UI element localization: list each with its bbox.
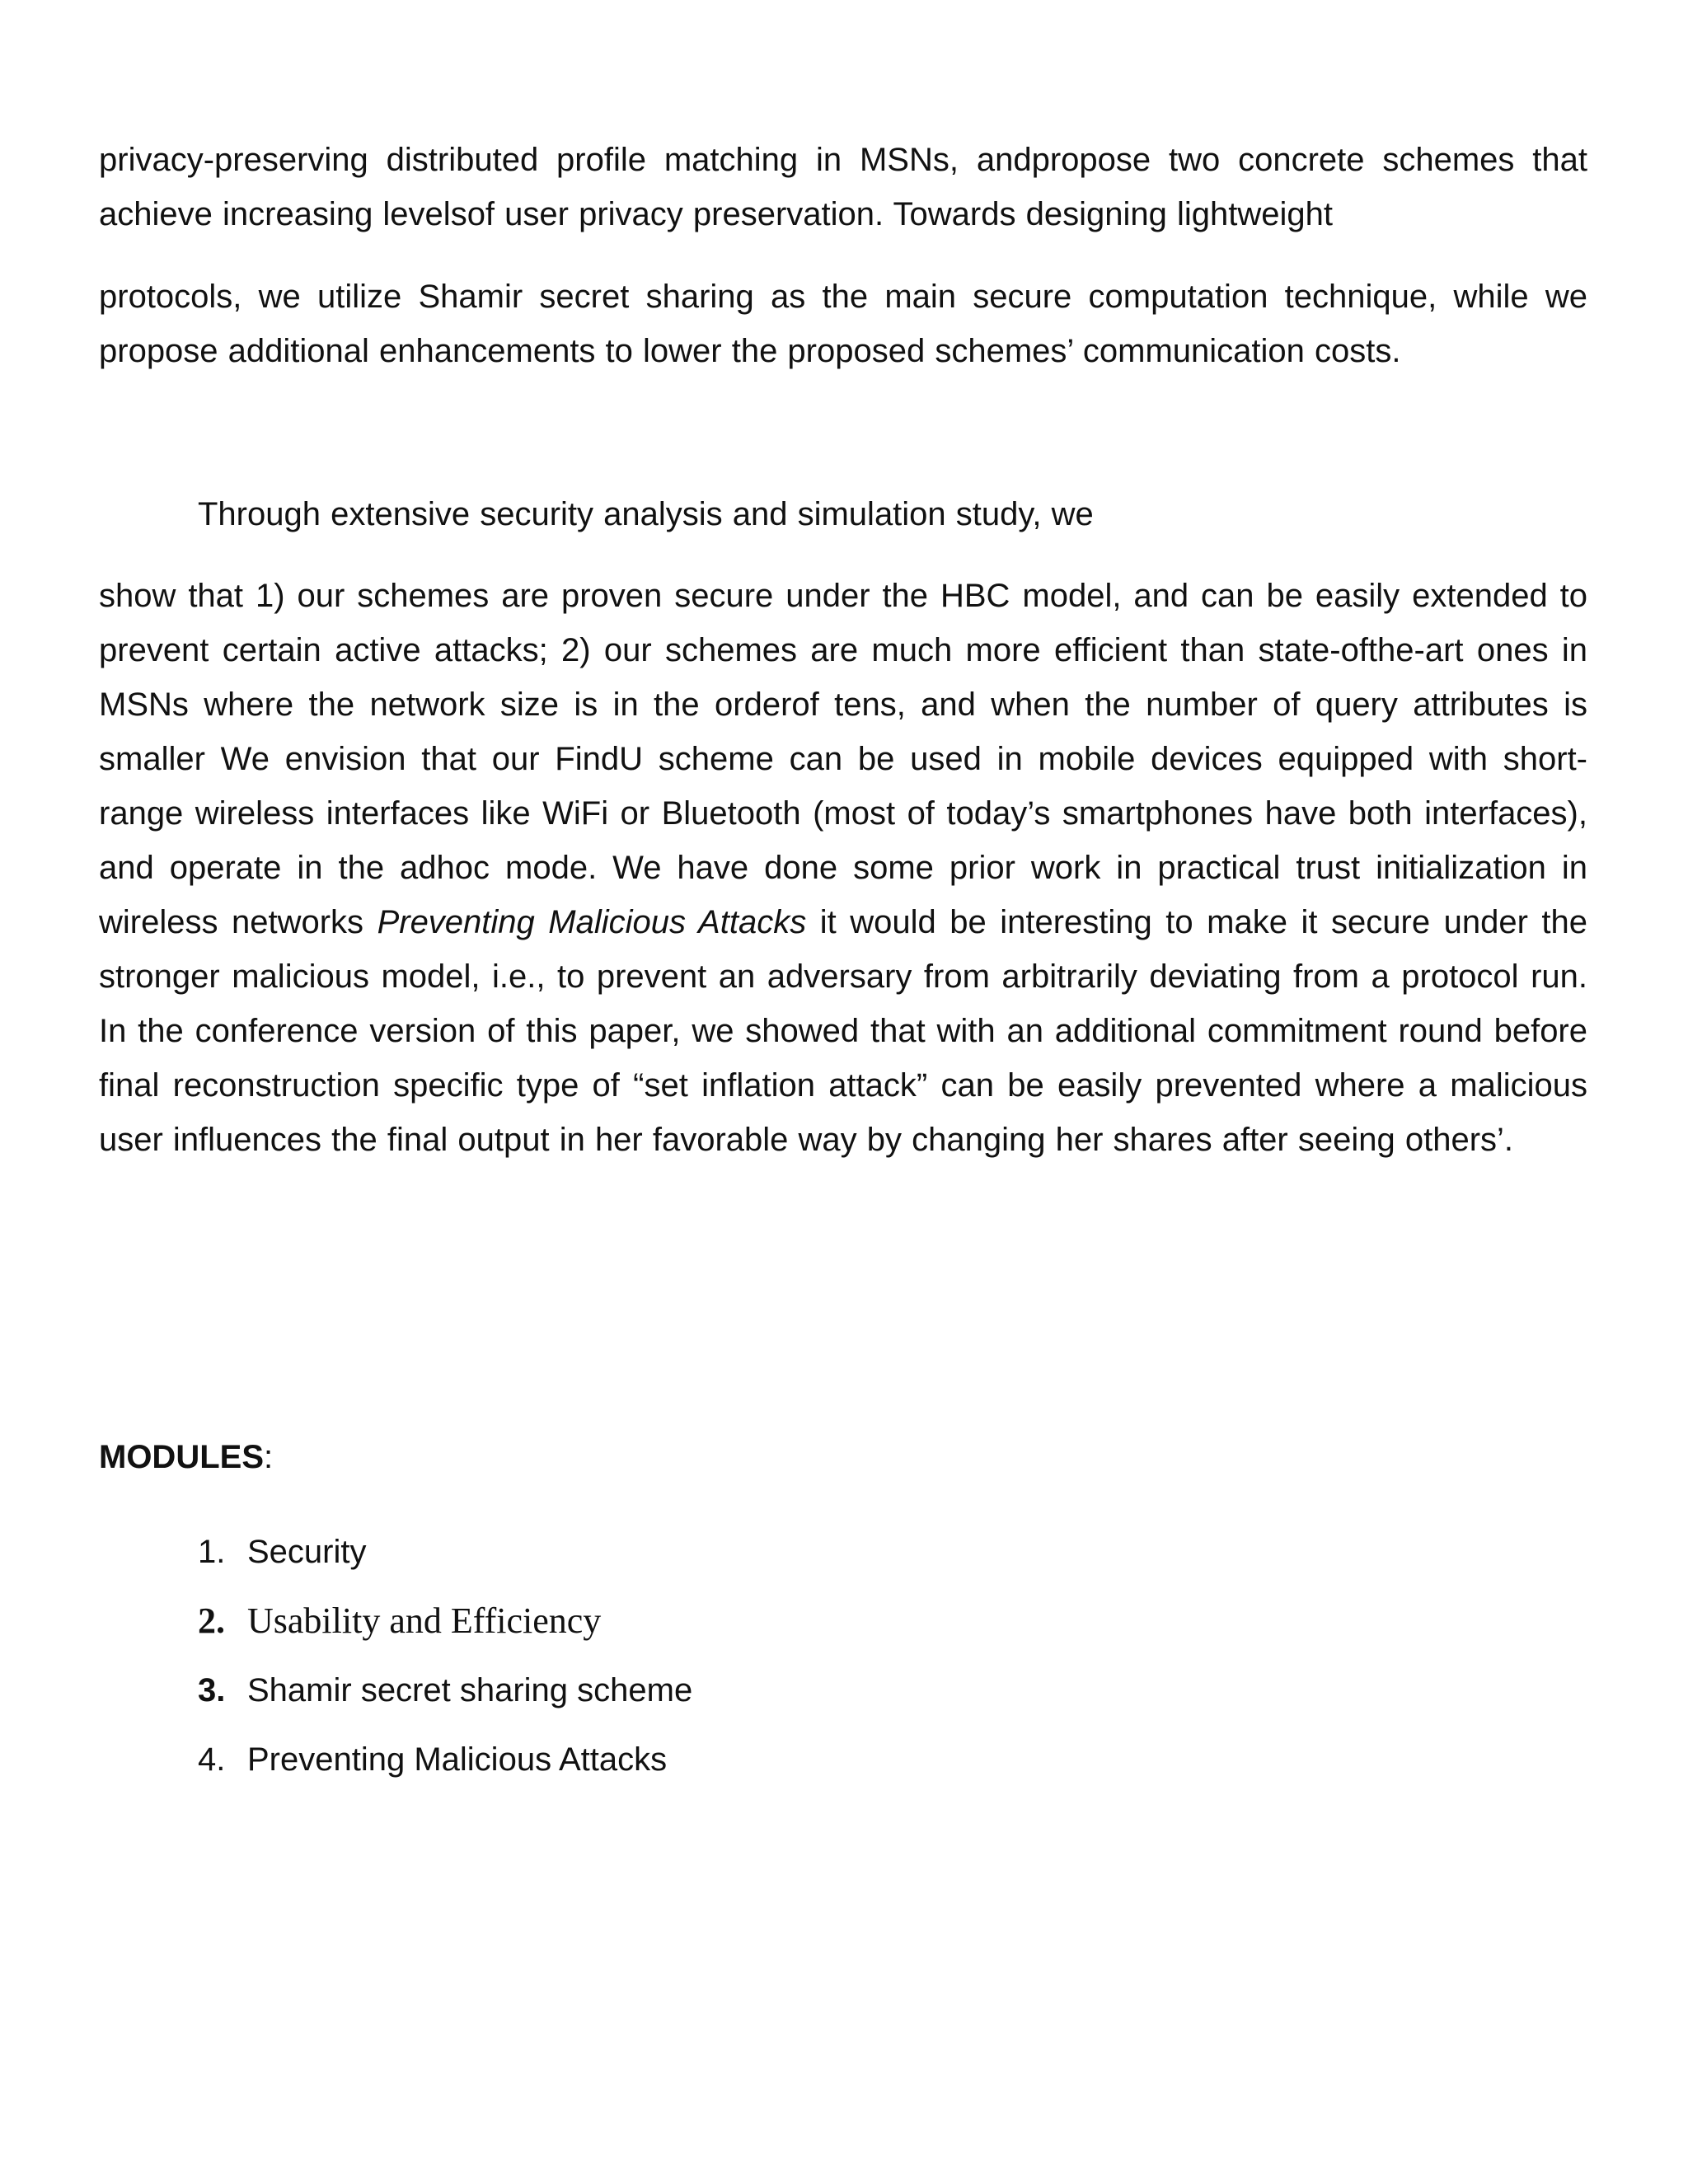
list-item-label: Shamir secret sharing scheme bbox=[247, 1672, 693, 1708]
list-item-number: 2. bbox=[198, 1601, 225, 1641]
paragraph-4-text-end: it would be interesting to make it secure under the stronger malicious model, i.e., to prevent an adversary from arbitrarily deviating from a protocol run. In the conference version of this paper, we showed that with an additional commitment round before final reconstruction specific type of “set inflation attack” can be easily prevented where a malicious user influences the final output in her favorable way by changing her shares after seeing others’. bbox=[99, 904, 1588, 1158]
modules-heading bbox=[99, 1430, 1587, 1484]
paragraph-1: privacy-preserving distributed profile matching in MSNs, andpropose two concrete schemes that achieve increasing levelsof user privacy preservation. Towards designing lightweight bbox=[99, 142, 1587, 232]
modules-list bbox=[198, 1525, 1352, 1802]
list-item bbox=[198, 1594, 1352, 1663]
paragraph-3: Through extensive security analysis and simulation study, we bbox=[198, 496, 1094, 532]
list-item bbox=[198, 1525, 1352, 1594]
paragraph-4-italic-phrase: Preventing Malicious Attacks bbox=[377, 904, 807, 940]
paragraph-4-text-start: show that 1) our schemes are proven secure under the HBC model, and can be easily extended to prevent certain active attacks; 2) our schemes are much more efficient than state-ofthe-art ones in MSNs where the network size is in the orderof tens, and when the number of query attributes is smaller We envision that our FindU scheme can be used in mobile devices equipped with short-range wireless interfaces like WiFi or Bluetooth (most of today’s smartphones have both interfaces), and operate in the adhoc mode. We have done some prior work in practical trust initialization in wireless networks bbox=[99, 578, 1587, 940]
paragraph-4 bbox=[99, 569, 1587, 1167]
list-item bbox=[198, 1732, 1352, 1802]
modules-heading-colon: : bbox=[264, 1439, 274, 1475]
list-item bbox=[198, 1663, 1352, 1732]
modules-heading-text: MODULES bbox=[99, 1439, 264, 1475]
list-item-number: 1. bbox=[198, 1534, 226, 1570]
list-item-label: Usability and Efficiency bbox=[247, 1601, 602, 1641]
list-item-label: Preventing Malicious Attacks bbox=[247, 1741, 668, 1778]
list-item-number: 3. bbox=[198, 1672, 226, 1708]
paragraph-2: protocols, we utilize Shamir secret sharing as the main secure computation technique, while we propose additional enhancements to lower the proposed schemes’ communication costs. bbox=[99, 279, 1587, 369]
list-item-number: 4. bbox=[198, 1741, 226, 1778]
list-item-label: Security bbox=[247, 1534, 367, 1570]
